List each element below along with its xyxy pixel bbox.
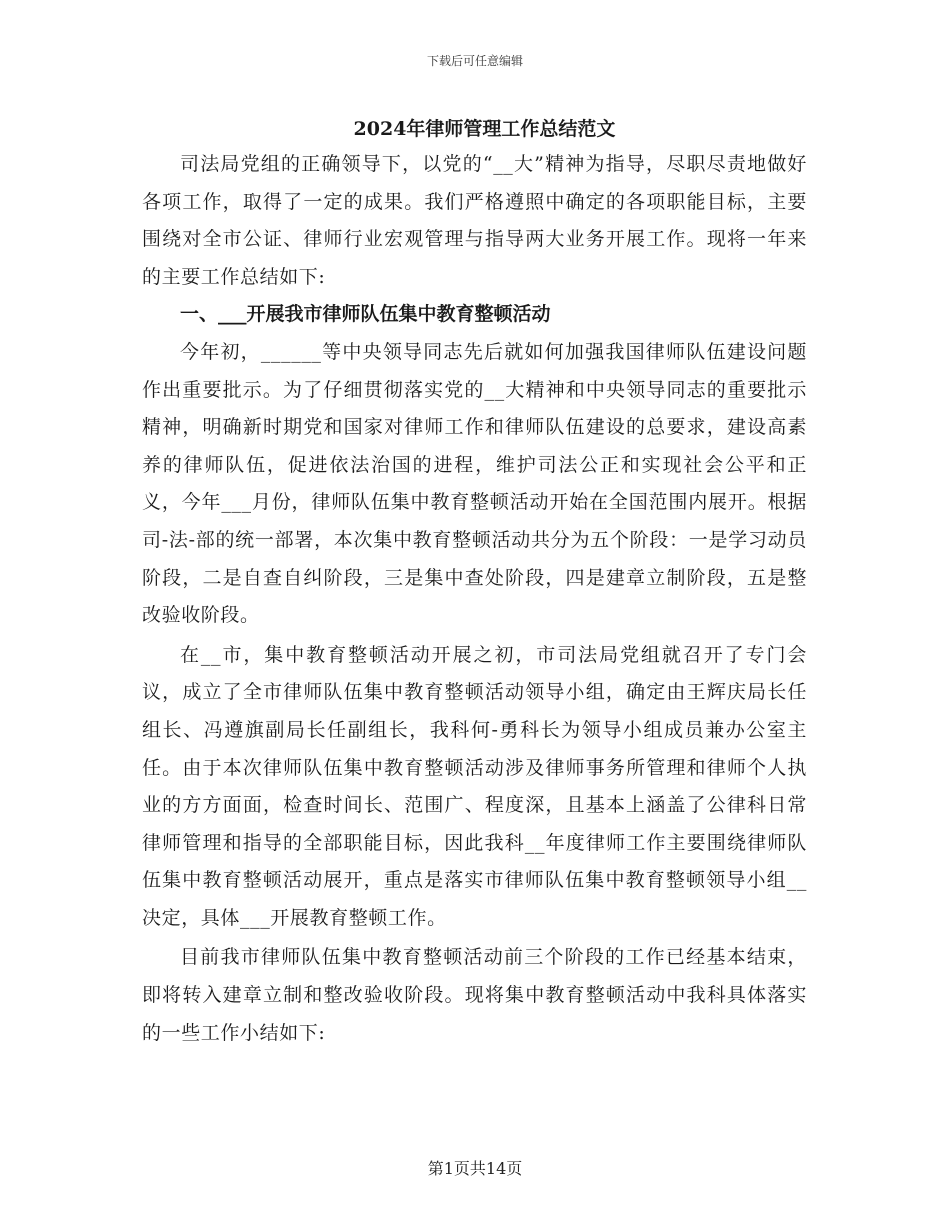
paragraph-progress: 目前我市律师队伍集中教育整顿活动前三个阶段的工作已经基本结束，即将转入建章立制和整改验收阶段。现将集中教育整顿活动中我科具体落实的一些工作小结如下: — [142, 946, 807, 1044]
section-heading-1: 一、___开展我市律师队伍集中教育整顿活动 — [180, 303, 551, 326]
document-body — [142, 112, 807, 1052]
page-footer: 第1页共14页 — [427, 1159, 523, 1178]
document-title: 2024年律师管理工作总结范文 — [353, 118, 616, 140]
paragraph-intro: 司法局党组的正确领导下，以党的“__大”精神为指导，尽职尽责地做好各项工作，取得了一定的成果。我们严格遵照中确定的各项职能目标，主要围绕对全市公证、律师行业宏观管理与指导两大业务开展工作。现将一年来的主要工作总结如下: — [142, 153, 807, 288]
paragraph-organization: 在__市，集中教育整顿活动开展之初，市司法局党组就召开了专门会议，成立了全市律师队伍集中教育整顿活动领导小组，确定由王辉庆局长任组长、冯遵旗副局长任副组长，我科何-勇科长为领导小组成员兼办公室主任。由于本次律师队伍集中教育整顿活动涉及律师事务所管理和律师个人执业的方方面面，检查时间长、范围广、程度深，且基本上涵盖了公律科日常律师管理和指导的全部职能目标，因此我科__年度律师工作主要围绕律师队伍集中教育整顿活动展开，重点是落实市律师队伍集中教育整顿领导小组__决定，具体___开展教育整顿工作。 — [142, 643, 807, 929]
paragraph-background: 今年初，______等中央领导同志先后就如何加强我国律师队伍建设问题作出重要批示。为了仔细贯彻落实党的__大精神和中央领导同志的重要批示精神，明确新时期党和国家对律师工作和律师队伍建设的总要求，建设高素养的律师队伍，促进依法治国的进程，维护司法公正和实现社会公平和正义，今年___月份，律师队伍集中教育整顿活动开始在全国范围内展开。根据司-法-部的统一部署，本次集中教育整顿活动共分为五个阶段：一是学习动员阶段，二是自查自纠阶段，三是集中查处阶段，四是建章立制阶段，五是整改验收阶段。 — [142, 340, 807, 627]
page-header: 下载后可任意编辑 — [426, 54, 523, 68]
